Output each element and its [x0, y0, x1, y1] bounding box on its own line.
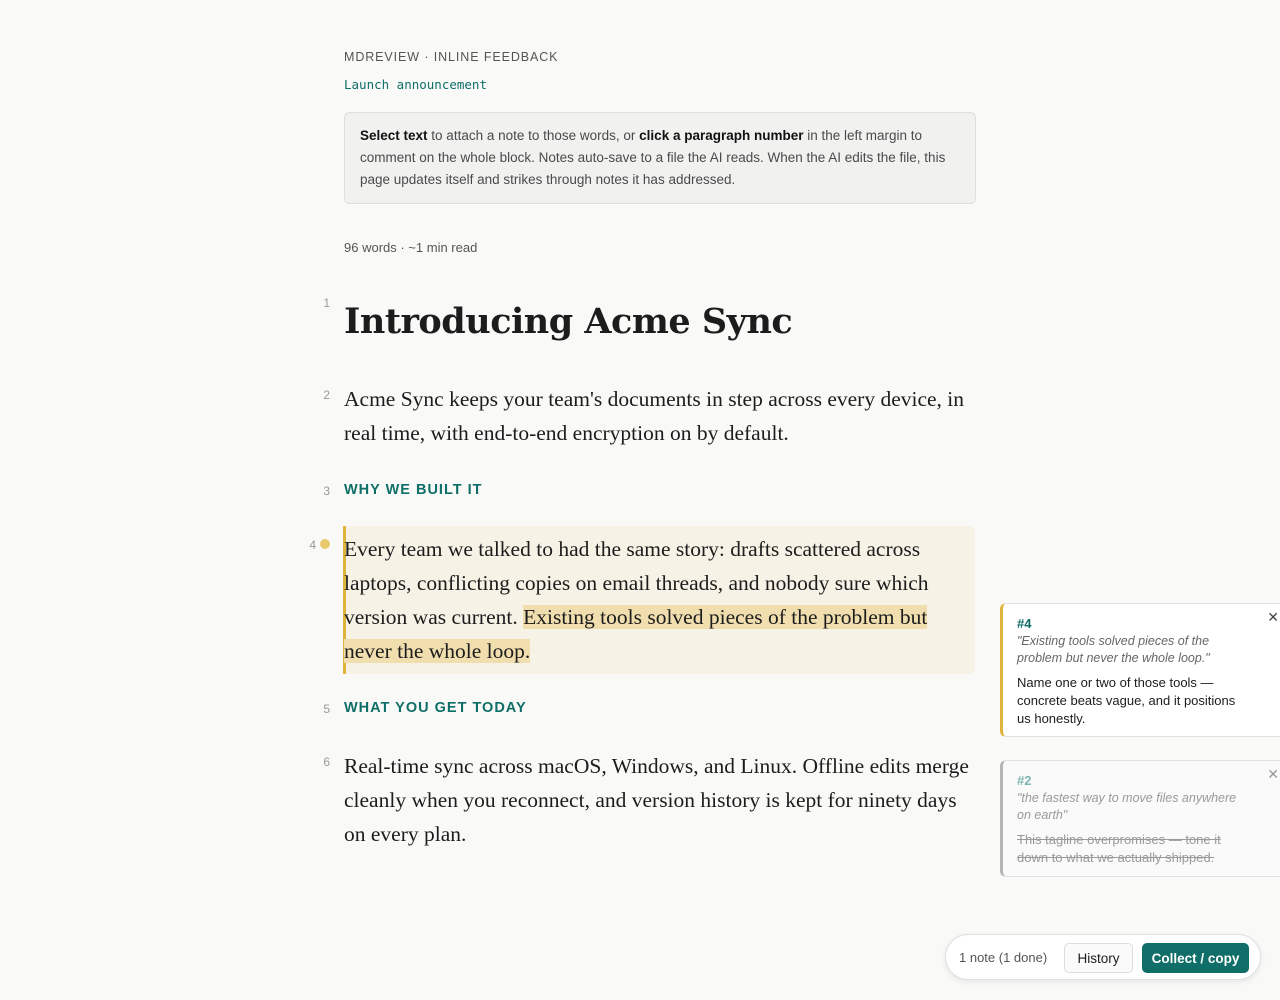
paragraph-2[interactable]: Acme Sync keeps your team's documents in step across every device, in real time, with end-to-end encryption on by default.	[344, 387, 965, 445]
paragraph-4[interactable]	[343, 526, 975, 674]
close-icon[interactable]: ✕	[1267, 766, 1279, 782]
section-heading-what[interactable]: WHAT YOU GET TODAY	[344, 700, 527, 716]
paragraph-number-5[interactable]: 5	[323, 702, 330, 716]
collect-copy-button[interactable]: Collect / copy	[1142, 943, 1249, 973]
section-heading-why[interactable]: WHY WE BUILT IT	[344, 482, 483, 498]
close-icon[interactable]: ✕	[1267, 609, 1279, 625]
paragraph-6[interactable]: Real-time sync across macOS, Windows, and Linux. Offline edits merge cleanly when you reconnect, and version history is kept for ninety days on every plan.	[344, 754, 969, 846]
note-quote: "the fastest way to move files anywhere on earth"	[1017, 791, 1237, 822]
paragraph-number-1[interactable]: 1	[323, 296, 330, 310]
help-select-rest: to attach a note to those words, or	[427, 128, 640, 143]
note-card-4[interactable]	[1000, 603, 1280, 737]
paragraph-number-3[interactable]: 3	[323, 484, 330, 498]
note-id: #4	[1017, 616, 1032, 631]
note-quote: "Existing tools solved pieces of the problem but never the whole loop."	[1017, 634, 1210, 665]
note-count: 1 note (1 done)	[959, 950, 1048, 965]
paragraph-4-text-before: Every team we talked to had the same story: drafts scattered across laptops, conflicting copies on email threads, and nobody sure which version was current.	[344, 537, 929, 629]
word-count: 96 words · ~1 min read	[344, 240, 478, 255]
document-title[interactable]: Introducing Acme Sync	[344, 301, 793, 342]
app-label: MDREVIEW · INLINE FEEDBACK	[344, 50, 559, 64]
paragraph-4-text	[344, 532, 975, 668]
help-select-text: Select text	[360, 128, 428, 143]
history-button[interactable]: History	[1064, 943, 1133, 973]
note-body[interactable]: Name one or two of those tools — concrete beats vague, and it positions us honestly.	[1017, 675, 1236, 726]
note-dot-icon	[320, 539, 330, 549]
paragraph-number-2[interactable]: 2	[323, 388, 330, 402]
help-box	[344, 112, 976, 204]
note-id: #2	[1017, 773, 1032, 788]
help-click-rest: in the left margin to comment on the whole block. Notes auto-save to a file the AI reads. When the AI edits the file, this page updates itself and strikes through notes it has addressed.	[360, 128, 946, 187]
highlighted-selection[interactable]: Existing tools solved pieces of the problem but never the whole loop.	[344, 605, 928, 663]
note-card-2[interactable]	[1000, 760, 1280, 877]
note-body[interactable]: This tagline overpromises — tone it down to what we actually shipped.	[1017, 832, 1221, 865]
document-name: Launch announcement	[344, 77, 487, 92]
help-click-text: click a paragraph number	[639, 128, 804, 143]
bottom-action-bar	[945, 934, 1261, 980]
paragraph-number-4[interactable]: 4	[309, 538, 316, 552]
paragraph-number-6[interactable]: 6	[323, 755, 330, 769]
